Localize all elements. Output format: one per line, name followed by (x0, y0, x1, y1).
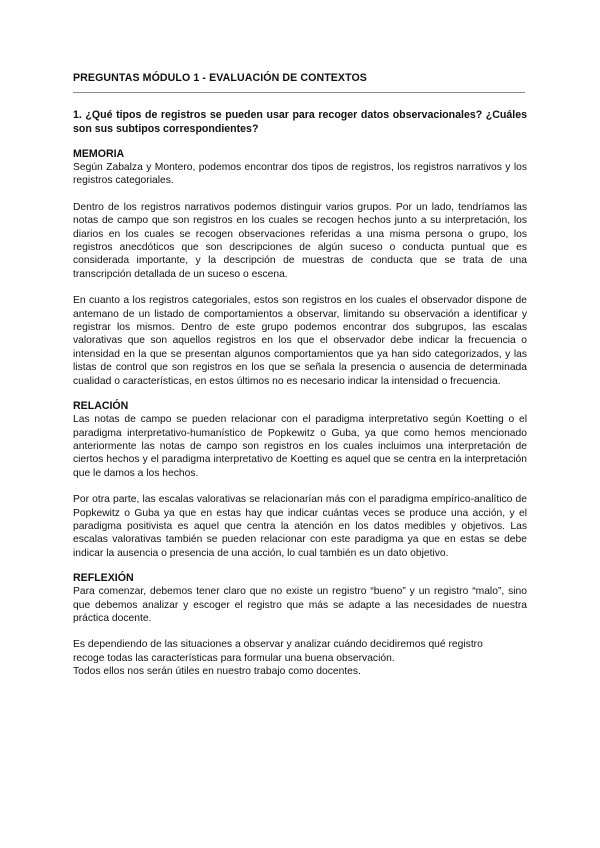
memoria-paragraph: En cuanto a los registros categoriales, estos son registros en los cuales el observador dispone de antemano de un listado de comportamientos a observar, limitando su observación a identificar y registrar los mismos. Dentro de este grupo podemos encontrar dos subgrupos, las escalas valorativas que son aquellos registros en los que el observador debe indicar la frecuencia o intensidad en la que se presentan algunos comportamientos que ya han sido categorizados, y las listas de control que son registros en los que se señala la presencia o ausencia de determinada cualidad o características, en estos últimos no es necesario indicar la intensidad o frecuencia. (73, 295, 527, 387)
reflexion-line: Es dependiendo de las situaciones a observar y analizar cuándo decidiremos qué registro (73, 639, 483, 651)
title-divider (73, 92, 525, 93)
paragraph-gap (73, 625, 527, 638)
document-title: PREGUNTAS MÓDULO 1 - EVALUACIÓN DE CONTEXTOS (73, 72, 367, 84)
section-heading-memoria: MEMORIA (73, 148, 125, 160)
section-memoria (73, 148, 527, 388)
reflexion-paragraph: Para comenzar, debemos tener claro que no existe un registro “bueno” y un registro “malo”, sino que debemos analizar y escoger el registro que más se adapte a las necesidades de nuestra práctica docente. (73, 586, 527, 624)
memoria-paragraph: Dentro de los registros narrativos podemos distinguir varios grupos. Por un lado, tendríamos las notas de campo que son registros en los cuales se recogen hechos junto a su interpretación, los diarios en los cuales se recogen observaciones referidas a una misma persona o grupo, los registros anecdóticos que son descripciones de algún suceso o conducta puntual que es considerada importante, y la descripción de muestras de conducta que se trata de una transcripción detallada de un suceso o escena. (73, 201, 527, 280)
reflexion-line: recoge todas las características para formular una buena observación. (73, 652, 395, 664)
section-heading-relacion: RELACIÓN (73, 400, 129, 413)
section-heading-reflexion: REFLEXIÓN (73, 572, 134, 585)
relacion-paragraph: Por otra parte, las escalas valorativas se relacionarían más con el paradigma empírico-analítico de Popkewitz o Guba ya que en estas hay que indicar cuántas veces se produce una acción, y el paradigma positivista es aquel que centra la atención en los datos medibles y objetivos. Las escalas valorativas también se pueden relacionar con este paradigma ya que en estas se debe indicar la ausencia o presencia de una acción, lo cual también es un dato objetivo. (73, 494, 527, 559)
memoria-paragraph: Según Zabalza y Montero, podemos encontrar dos tipos de registros, los registros narrativos y los registros categoriales. (73, 162, 527, 187)
section-relacion (73, 400, 527, 560)
question-heading: 1. ¿Qué tipos de registros se pueden usar para recoger datos observacionales? ¿Cuáles son sus subtipos correspondientes? (73, 109, 527, 135)
section-reflexion (73, 572, 527, 678)
relacion-paragraph: Las notas de campo se pueden relacionar con el paradigma interpretativo según Koetting o el paradigma interpretativo-humanístico de Popkewitz o Guba, ya que como hemos mencionado anteriormente las notas de campo son registros en los cuales incluimos una interpretación de ciertos hechos y el paradigma interpretativo de Koetting es aquel que se centra en la interpretación que le damos a los hechos. (73, 414, 527, 479)
reflexion-line: Todos ellos nos serán útiles en nuestro trabajo como docentes. (73, 666, 361, 678)
